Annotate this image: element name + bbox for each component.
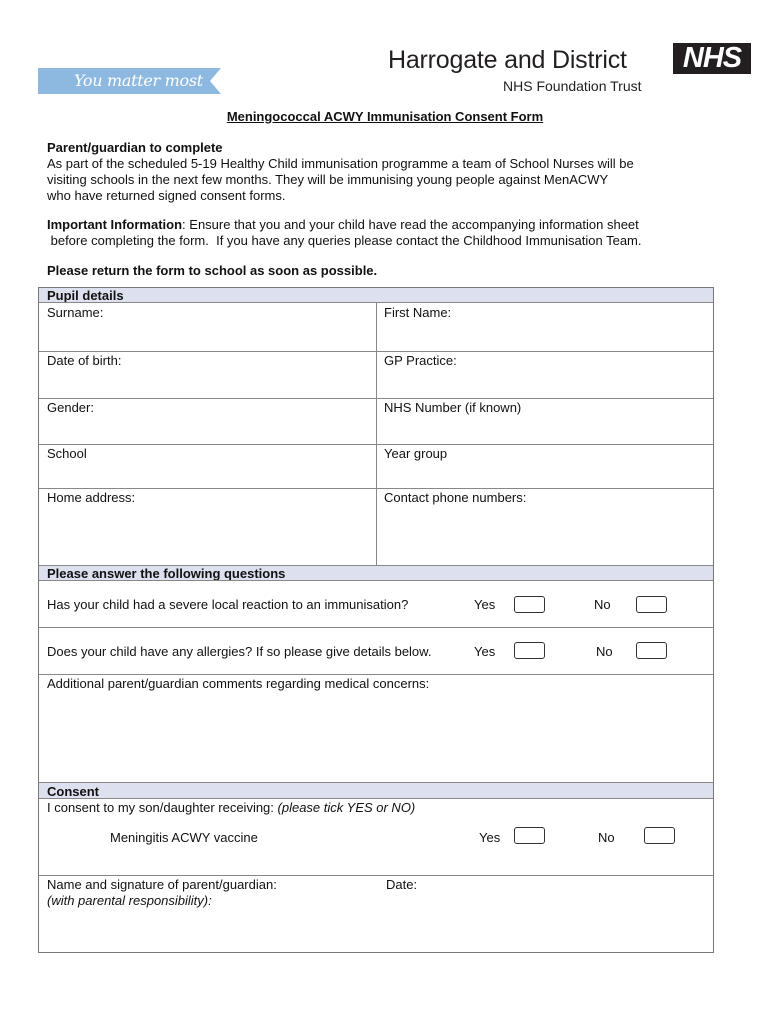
question-1-no-label: No [594, 597, 611, 612]
comments-row[interactable] [39, 674, 713, 782]
consent-statement-row [39, 798, 713, 875]
intro-line-1: As part of the scheduled 5-19 Healthy Child immunisation programme a team of School Nurses will be [47, 156, 634, 171]
consent-instruction: (please tick YES or NO) [277, 800, 416, 815]
slogan-text: You matter most [74, 71, 203, 90]
dob-label: Date of birth: [47, 353, 122, 368]
signature-row[interactable] [39, 875, 713, 952]
question-1-yes-label: Yes [474, 597, 496, 612]
question-1-row [39, 580, 713, 627]
year-group-label: Year group [384, 446, 448, 461]
form-title: Meningococcal ACWY Immunisation Consent Form [226, 109, 544, 124]
consent-statement-text: I consent to my son/daughter receiving: [47, 800, 278, 815]
slogan-banner [38, 68, 221, 94]
gender-label: Gender: [47, 400, 94, 415]
question-1-text: Has your child had a severe local reaction to an immunisation? [47, 597, 409, 612]
school-label: School [47, 446, 87, 461]
important-info [47, 217, 717, 249]
trust-subtitle: NHS Foundation Trust [503, 78, 642, 94]
question-1-yes-checkbox[interactable] [514, 596, 545, 613]
consent-header [39, 782, 713, 798]
intro-line-3: who have returned signed consent forms. [47, 188, 286, 203]
parental-responsibility-note: (with parental responsibility): [47, 893, 212, 908]
consent-heading: Consent [47, 784, 99, 799]
important-label: Important Information [47, 217, 183, 232]
intro-section [47, 140, 717, 204]
pupil-column-divider [376, 302, 377, 580]
consent-statement [47, 800, 415, 815]
intro-line-2: visiting schools in the next few months. They will be immunising young people against MenACWY [47, 172, 609, 187]
consent-yes-label: Yes [479, 830, 501, 845]
question-2-no-label: No [596, 644, 613, 659]
trust-name: Harrogate and District [388, 46, 627, 74]
nhs-number-label: NHS Number (if known) [384, 400, 522, 415]
question-2-row [39, 627, 713, 674]
consent-no-checkbox[interactable] [644, 827, 675, 844]
important-text-2: before completing the form. If you have any queries please contact the Childhood Immunisation Team. [47, 233, 642, 248]
questions-heading: Please answer the following questions [47, 566, 286, 581]
contact-phone-label: Contact phone numbers: [384, 490, 527, 505]
gp-practice-label: GP Practice: [384, 353, 457, 368]
first-name-label: First Name: [384, 305, 452, 320]
question-2-yes-checkbox[interactable] [514, 642, 545, 659]
questions-header [39, 565, 713, 580]
consent-no-label: No [598, 830, 615, 845]
home-address-label: Home address: [47, 490, 136, 505]
question-2-text: Does your child have any allergies? If so please give details below. [47, 644, 432, 659]
pupil-details-header [39, 288, 713, 302]
important-text-1: : Ensure that you and your child have read the accompanying information sheet [182, 217, 639, 232]
date-label: Date: [386, 877, 418, 892]
question-1-no-checkbox[interactable] [636, 596, 667, 613]
consent-form-table [38, 287, 714, 953]
question-2-yes-label: Yes [474, 644, 496, 659]
consent-yes-checkbox[interactable] [514, 827, 545, 844]
comments-label: Additional parent/guardian comments regarding medical concerns: [47, 676, 430, 691]
return-note: Please return the form to school as soon as possible. [47, 263, 378, 278]
signature-label: Name and signature of parent/guardian: [47, 877, 277, 892]
question-2-no-checkbox[interactable] [636, 642, 667, 659]
nhs-logo: NHS [673, 43, 751, 74]
pupil-details-heading: Pupil details [47, 288, 124, 303]
vaccine-name: Meningitis ACWY vaccine [110, 830, 258, 845]
surname-label: Surname: [47, 305, 104, 320]
intro-heading: Parent/guardian to complete [47, 140, 223, 155]
